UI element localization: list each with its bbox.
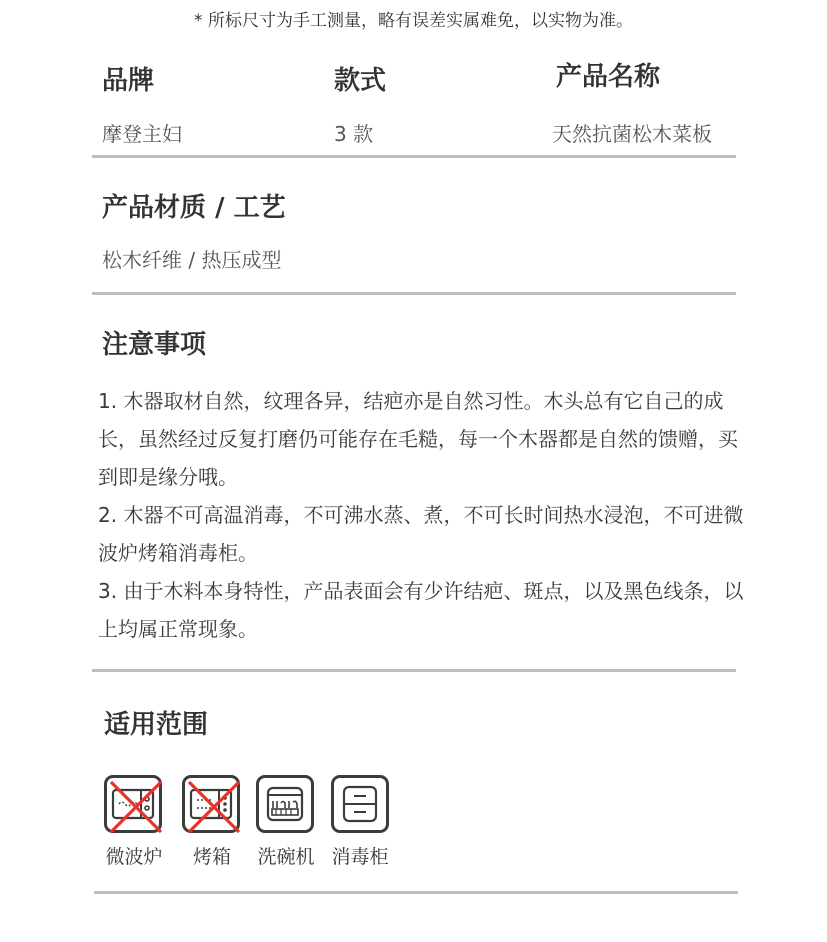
divider [92, 292, 736, 295]
sterilizer-cabinet-label: 消毒柜 [331, 846, 389, 868]
measurement-note: * 所标尺寸为手工测量，略有误差实属难免，以实物为准。 [194, 11, 633, 31]
product-name-value: 天然抗菌松木菜板 [552, 122, 712, 146]
notes-list [98, 382, 748, 648]
note-item: 2. 木器不可高温消毒，不可沸水蒸、煮，不可长时间热水浸泡，不可进微波炉烤箱消毒柜。 [98, 503, 744, 565]
sterilizer-cabinet-icon [331, 775, 389, 833]
material-label: 产品材质 / 工艺 [102, 193, 286, 223]
dishwasher-icon [256, 775, 314, 833]
brand-value: 摩登主妇 [102, 122, 182, 146]
oven-label: 烤箱 [192, 846, 231, 868]
dishwasher-label: 洗碗机 [257, 846, 315, 868]
notes-title: 注意事项 [102, 330, 207, 360]
divider [92, 155, 736, 158]
style-label: 款式 [334, 66, 387, 96]
style-value: 3 款 [334, 122, 374, 146]
divider [94, 891, 738, 894]
microwave-label: 微波炉 [105, 846, 163, 868]
microwave-icon [104, 775, 162, 833]
prohibited-cross-icon [107, 778, 165, 836]
prohibited-cross-icon [185, 778, 243, 836]
oven-icon [182, 775, 240, 833]
material-value: 松木纤维 / 热压成型 [102, 248, 282, 272]
note-item: 3. 由于木料本身特性，产品表面会有少许结疤、斑点，以及黑色线条，以上均属正常现象。 [98, 579, 744, 641]
usage-title: 适用范围 [104, 710, 209, 740]
product-name-label: 产品名称 [556, 62, 661, 92]
brand-label: 品牌 [102, 66, 155, 96]
divider [92, 669, 736, 672]
note-item: 1. 木器取材自然，纹理各异，结疤亦是自然习性。木头总有它自己的成长，虽然经过反复打磨仍可能存在毛糙，每一个木器都是自然的馈赠，买到即是缘分哦。 [98, 389, 738, 489]
